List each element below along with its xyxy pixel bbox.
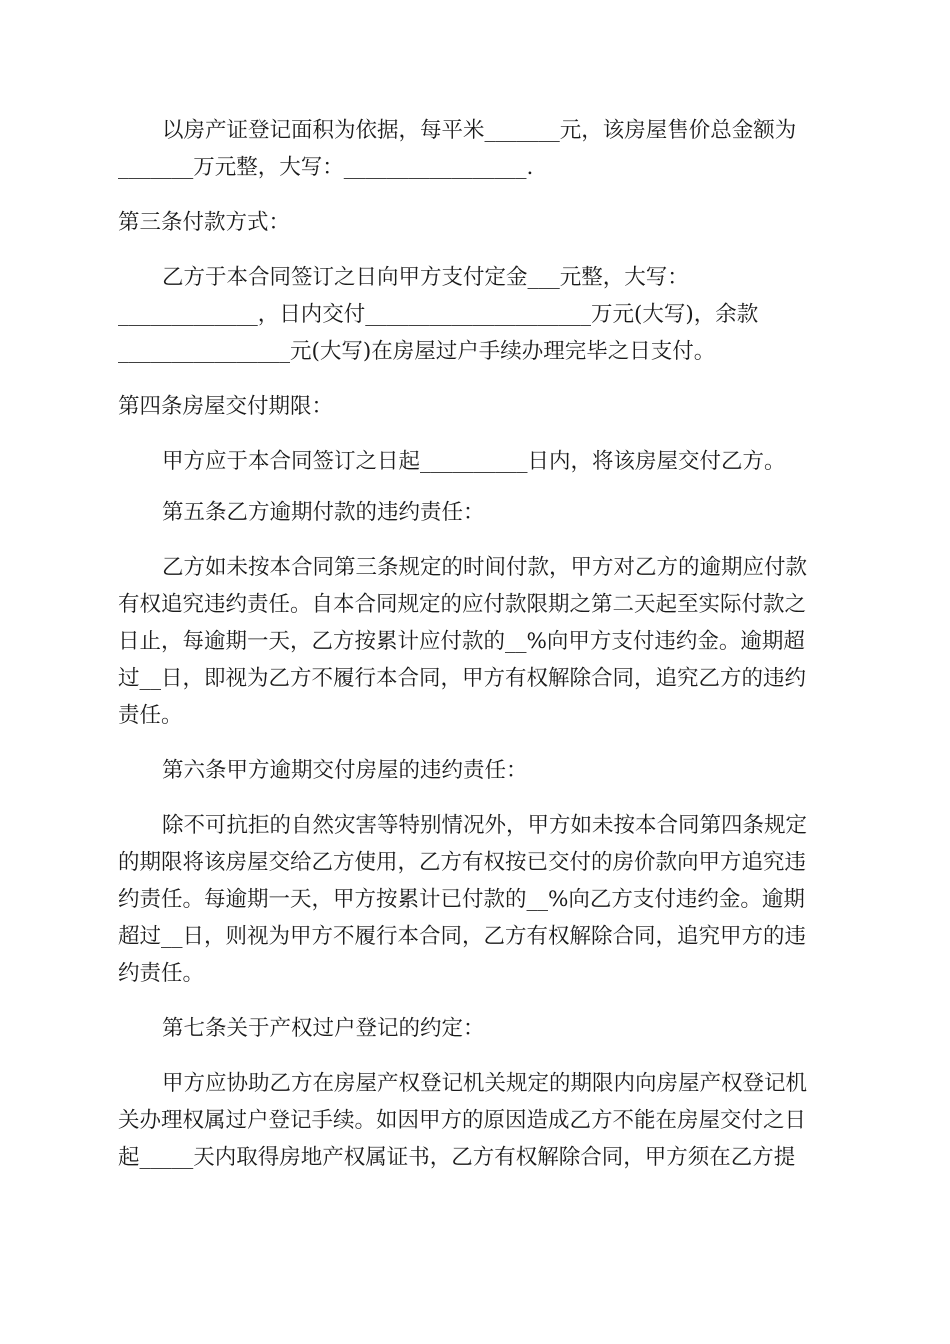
text-line: 过__日，即视为乙方不履行本合同，甲方有权解除合同，追究乙方的违约 xyxy=(118,666,807,691)
text-line: 有权追究违约责任。自本合同规定的应付款限期之第二天起至实际付款之 xyxy=(118,592,807,617)
text-line: 超过__日，则视为甲方不履行本合同，乙方有权解除合同，追究甲方的违 xyxy=(118,924,807,949)
text-line: 乙方于本合同签订之日向甲方支付定金___元整，大写： xyxy=(162,265,689,290)
article-4-heading xyxy=(118,388,836,425)
document-page xyxy=(118,112,836,1176)
text-line: 的期限将该房屋交给乙方使用，乙方有权按已交付的房价款向甲方追究违 xyxy=(118,850,807,875)
article-3-body xyxy=(118,259,836,370)
text-line: 除不可抗拒的自然灾害等特别情况外，甲方如未按本合同第四条规定 xyxy=(162,813,808,838)
text-line: 以房产证登记面积为依据，每平米_______元，该房屋售价总金额为 xyxy=(162,118,797,143)
text-line: 关办理权属过户登记手续。如因甲方的原因造成乙方不能在房屋交付之日 xyxy=(118,1108,807,1133)
heading-line: 第六条甲方逾期交付房屋的违约责任： xyxy=(162,758,528,783)
article-4-body xyxy=(118,443,836,480)
article-3-heading xyxy=(118,204,836,241)
text-line: 甲方应协助乙方在房屋产权登记机关规定的期限内向房屋产权登记机 xyxy=(162,1071,808,1096)
text-line: 起_____天内取得房地产权属证书，乙方有权解除合同，甲方须在乙方提 xyxy=(118,1145,796,1170)
heading-line: 第三条付款方式： xyxy=(118,210,291,235)
article-5-body xyxy=(118,549,836,734)
text-line: ________________元(大写)在房屋过户手续办理完毕之日支付。 xyxy=(118,339,716,364)
heading-line: 第四条房屋交付期限： xyxy=(118,394,334,419)
article-7-heading xyxy=(118,1010,836,1047)
paragraph-price-clause xyxy=(118,112,836,186)
text-line: 责任。 xyxy=(118,703,183,728)
text-line: _______万元整，大写：_________________. xyxy=(118,155,534,180)
text-line: 约责任。 xyxy=(118,961,205,986)
heading-line: 第七条关于产权过户登记的约定： xyxy=(162,1016,485,1041)
article-6-heading xyxy=(118,752,836,789)
text-line: 日止，每逾期一天，乙方按累计应付款的__%向甲方支付违约金。逾期超 xyxy=(118,629,805,654)
article-5-heading xyxy=(118,494,836,531)
text-line: 甲方应于本合同签订之日起__________日内，将该房屋交付乙方。 xyxy=(162,449,786,474)
article-6-body xyxy=(118,807,836,992)
text-line: 乙方如未按本合同第三条规定的时间付款，甲方对乙方的逾期应付款 xyxy=(162,555,808,580)
text-line: 约责任。每逾期一天，甲方按累计已付款的__%向乙方支付违约金。逾期 xyxy=(118,887,805,912)
text-line: _____________，日内交付_____________________万元(大写)，余款 xyxy=(118,302,759,327)
heading-line: 第五条乙方逾期付款的违约责任： xyxy=(162,500,485,525)
article-7-body xyxy=(118,1065,836,1176)
